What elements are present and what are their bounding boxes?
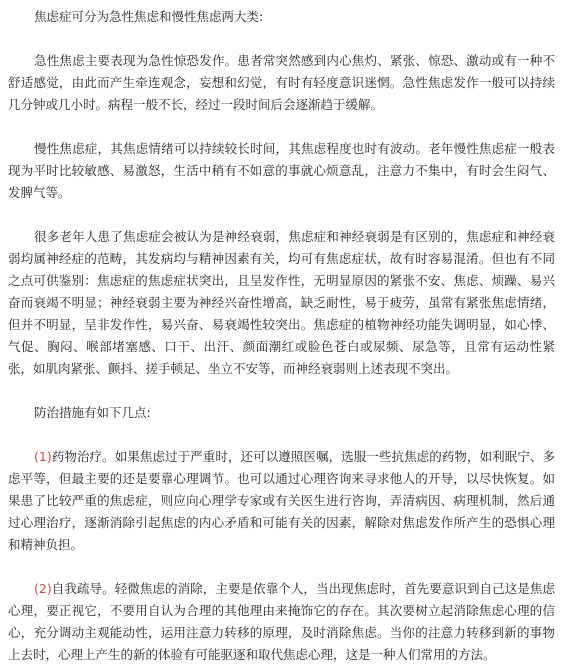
paragraph-gap	[8, 204, 555, 226]
heading-paragraph: 焦虑症可分为急性焦虑和慢性焦虑两大类:	[34, 9, 264, 24]
paragraph-gap	[8, 380, 555, 402]
paragraph-gap	[8, 424, 555, 446]
paragraph-gap	[8, 556, 555, 578]
paragraph-gap	[8, 116, 555, 138]
item-text: 药物治疗。如果焦虑过于严重时，还可以遵照医嘱，选服一些抗焦虑的药物，如利眠宁、多虑平等，但最主要的还是要靠心理调节。也可以通过心理咨询来寻求他人的开导，以尽快恢复。如果患了比较严重的焦虑症，则应向心理学专家或有关医生进行咨询，弄清病因、病理机制，然后通过心理治疗，逐渐消除引起焦虑的内心矛盾和可能有关的因素，解除对焦虑发作所产生的恐惧心理和精神负担。	[8, 449, 555, 552]
measure-item-2	[8, 578, 555, 666]
item-number: (2)	[34, 581, 52, 596]
paragraph-gap	[8, 28, 555, 50]
item-number: (1)	[34, 449, 52, 464]
measures-intro-paragraph: 防治措施有如下几点:	[34, 405, 151, 420]
acute-anxiety-paragraph: 急性焦虑主要表现为急性惊恐发作。患者常突然感到内心焦灼、紧张、惊恐、激动或有一种不舒适感觉，由此而产生牵连观念，妄想和幻觉，有时有轻度意识迷惘。急性焦虑发作一般可以持续几分钟或几小时。病程一般不长，经过一段时间后会逐渐趋于缓解。	[8, 53, 555, 112]
elderly-differentiation-paragraph: 很多老年人患了焦虑症会被认为是神经衰弱，焦虑症和神经衰弱是有区别的，焦虑症和神经衰弱均属神经症的范畴，其发病均与精神因素有关，均可有焦虑症状，故有时容易混淆。但也有不同之点可供鉴别：焦虑症的焦虑症状突出，且呈发作性，无明显原因的紧张不安、焦虑、烦躁、易兴奋而衰竭不明显；神经衰弱主要为神经兴奋性增高，缺乏耐性，易于疲劳，虽常有紧张焦虑情绪，但并不明显，呈非发作性，易兴奋、易衰竭性较突出。焦虑症的植物神经功能失调明显，如心悸、气促、胸闷、喉部堵塞感、口干、出汗、颜面潮红或脸色苍白或尿频、尿急等，且常有运动性紧张，如肌肉紧张、颤抖、搓手顿足、坐立不安等，而神经衰弱则上述表现不突出。	[8, 229, 555, 376]
chronic-anxiety-paragraph: 慢性焦虑症，其焦虑情绪可以持续较长时间，其焦虑程度也时有波动。老年慢性焦虑症一般表现为平时比较敏感、易激怒，生活中稍有不如意的事就心烦意乱，注意力不集中，有时会生闷气、发脾气等。	[8, 141, 555, 200]
item-text: 自我疏导。轻微焦虑的消除，主要是依靠个人，当出现焦虑时，首先要意识到自己这是焦虑心理，要正视它，不要用自认为合理的其他理由来掩饰它的存在。其次要树立起消除焦虑心理的信心，充分调动主观能动性，运用注意力转移的原理，及时消除焦虑。当你的注意力转移到新的事物上去时，心理上产生的新的体验有可能驱逐和取代焦虑心理，这是一种人们常用的方法。	[8, 581, 555, 662]
measure-item-1	[8, 446, 555, 556]
